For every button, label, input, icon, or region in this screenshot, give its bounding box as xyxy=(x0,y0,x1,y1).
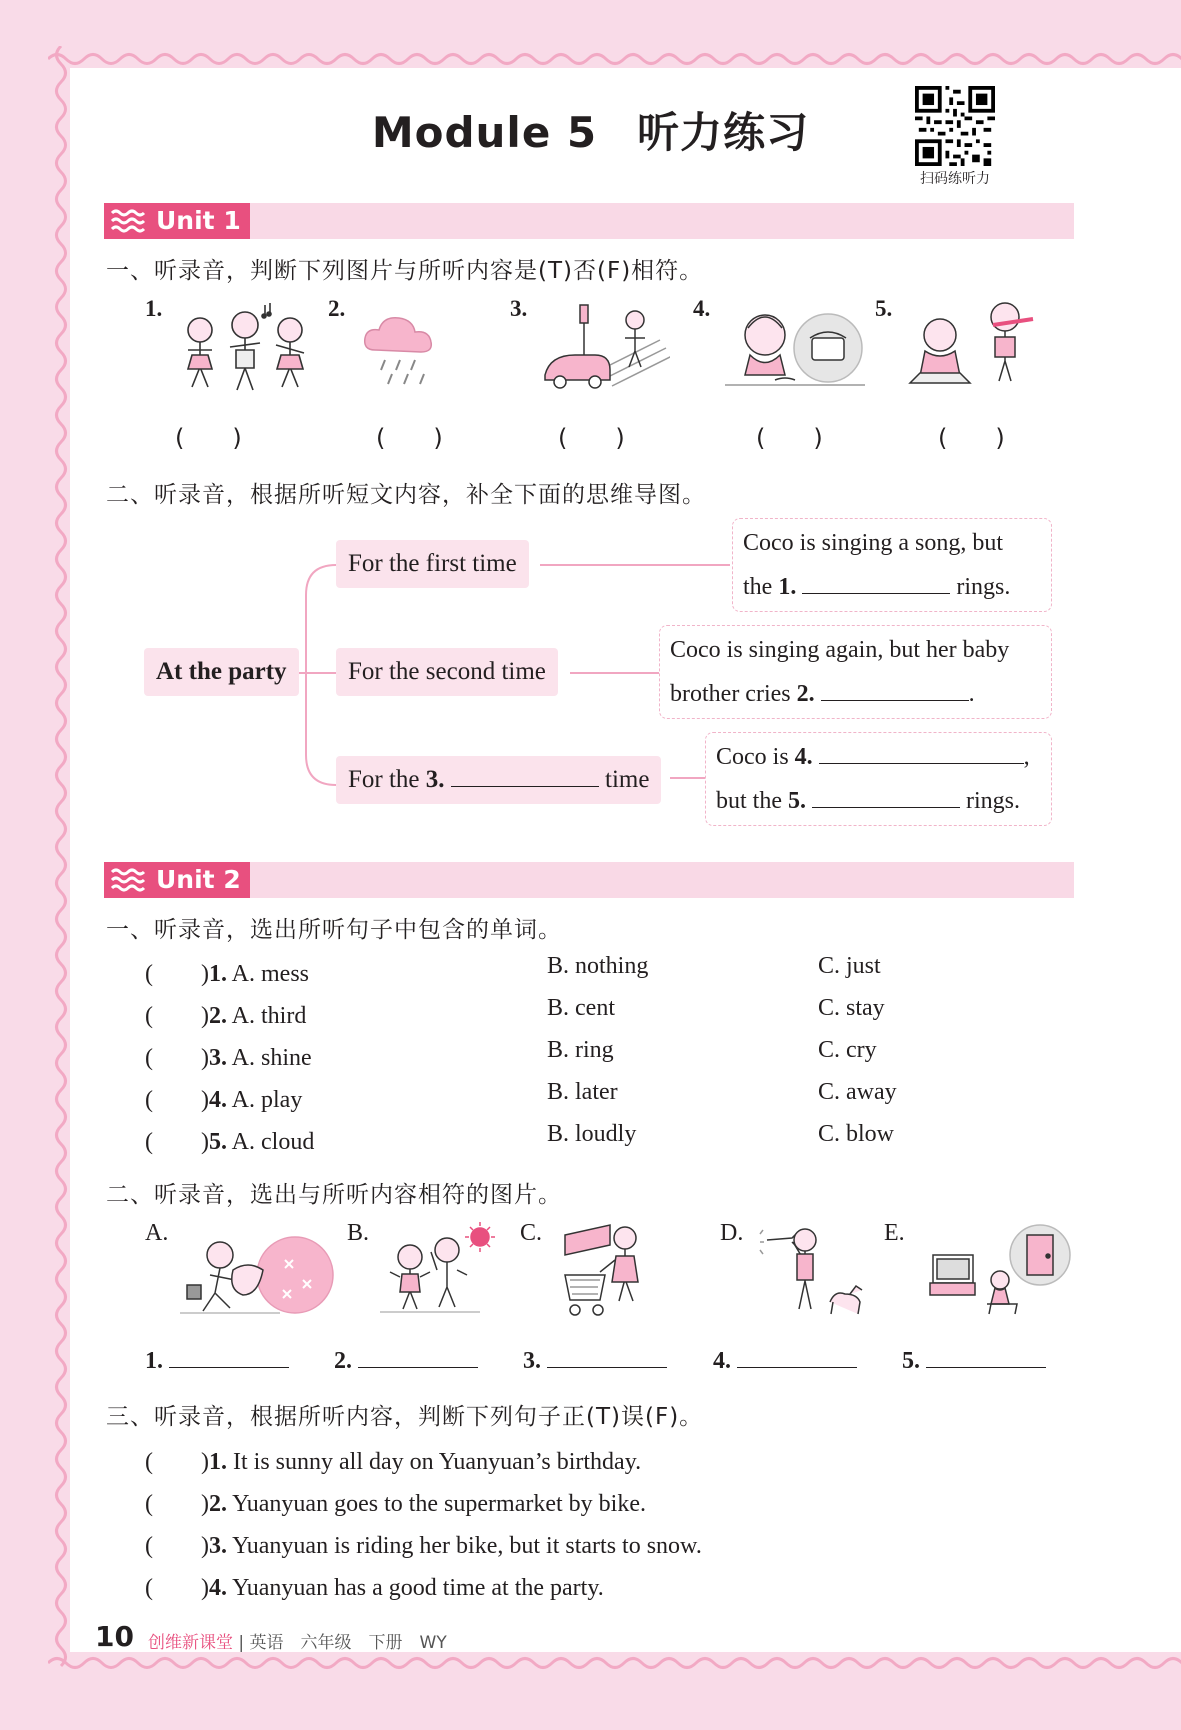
answer-paren[interactable]: ( ) xyxy=(145,1129,209,1155)
picture-number: 1. xyxy=(145,296,163,321)
picture-number: 2. xyxy=(328,296,346,321)
blank-row: 5. xyxy=(902,1346,1046,1375)
blank-number-3: 3. xyxy=(425,766,445,793)
detail-3-line-a: Coco is 4. , xyxy=(716,744,1030,770)
kids-flute-icon xyxy=(905,295,1035,395)
detail-1-line-a: Coco is singing a song, but xyxy=(743,530,1004,556)
page-number: 10 xyxy=(95,1620,134,1653)
blank-number-4: 4. xyxy=(794,744,813,770)
branch-3-post: time xyxy=(598,766,650,793)
answer-paren[interactable]: ( ) xyxy=(938,424,1005,452)
unit2-part1-heading: 一、听录音，选出所听句子中包含的单词。 xyxy=(106,917,562,943)
unit1-label: Unit 1 xyxy=(104,203,250,239)
answer-paren[interactable]: ( ) xyxy=(756,424,823,452)
qr-caption: 扫码练听力 xyxy=(920,171,990,187)
answer-paren[interactable]: ( ) xyxy=(145,961,209,987)
option-c[interactable]: C. cry xyxy=(818,1037,877,1063)
picture-letter: E. xyxy=(884,1220,905,1246)
option-c[interactable]: C. away xyxy=(818,1079,897,1105)
title-module: Module 5 xyxy=(371,108,598,157)
answer-paren[interactable]: ( ) xyxy=(145,1087,209,1113)
answer-paren[interactable]: ( ) xyxy=(145,1045,209,1071)
blank-number-5: 5. xyxy=(788,788,806,814)
option-b[interactable]: B. loudly xyxy=(547,1121,637,1147)
option-b[interactable]: B. later xyxy=(547,1079,618,1105)
picture-letter: D. xyxy=(720,1220,744,1246)
detail-3-line-b: but the 5. rings. xyxy=(716,788,1020,814)
option-a[interactable]: A. third xyxy=(231,1003,307,1029)
answer-blank-2[interactable] xyxy=(358,1346,478,1368)
choice-row: ( )3. A. shine xyxy=(145,1045,312,1071)
picture-letter: A. xyxy=(145,1220,169,1246)
mind-map-branch-3 xyxy=(336,756,661,804)
blank-4[interactable] xyxy=(819,742,1024,764)
wave-lines-icon xyxy=(110,207,146,235)
mind-map-root: At the party xyxy=(144,648,299,696)
blank-5[interactable] xyxy=(812,786,960,808)
answer-blank-1[interactable] xyxy=(169,1346,289,1368)
answer-paren[interactable]: ( ) xyxy=(145,1491,209,1517)
blank-2[interactable] xyxy=(821,679,969,701)
footer-separator: | xyxy=(238,1633,245,1653)
mind-map-detail-1 xyxy=(732,518,1052,612)
answer-blank-4[interactable] xyxy=(737,1346,857,1368)
girl-tv-door-icon xyxy=(925,1220,1075,1320)
page-title xyxy=(0,100,1181,160)
title-listening: 听力练习 xyxy=(637,108,810,157)
answer-blank-5[interactable] xyxy=(926,1346,1046,1368)
picture-number: 4. xyxy=(693,296,711,321)
answer-paren[interactable]: ( ) xyxy=(376,424,443,452)
detail-1-line-b: the 1. rings. xyxy=(743,574,1011,600)
option-b[interactable]: B. nothing xyxy=(547,953,649,979)
blank-row: 2. xyxy=(334,1346,478,1375)
mind-map-branch-1: For the first time xyxy=(336,540,529,588)
kids-dancing-icon xyxy=(170,295,320,405)
girl-telephone-icon xyxy=(720,300,870,400)
option-c[interactable]: C. blow xyxy=(818,1121,895,1147)
boy-trumpet-dog-icon xyxy=(755,1222,875,1322)
girl-shopping-cart-icon xyxy=(560,1220,660,1325)
blank-row: 3. xyxy=(523,1346,667,1375)
tf-statement: Yuanyuan has a good time at the party. xyxy=(232,1575,604,1601)
tf-item: ( )4. Yuanyuan has a good time at the party. xyxy=(145,1575,604,1601)
footer-details: 英语 六年级 下册 WY xyxy=(249,1633,447,1653)
mind-map-detail-2 xyxy=(659,625,1052,719)
branch-3-pre: For the xyxy=(348,766,426,793)
picture-number: 5. xyxy=(875,296,893,321)
choice-row: ( )4. A. play xyxy=(145,1087,303,1113)
tf-statement: It is sunny all day on Yuanyuan’s birthday. xyxy=(232,1449,642,1475)
option-a[interactable]: A. mess xyxy=(231,961,310,987)
unit1-part1-heading: 一、听录音，判断下列图片与所听内容是(T)否(F)相符。 xyxy=(106,258,704,284)
picture-letter: C. xyxy=(520,1220,543,1246)
tf-statement: Yuanyuan is riding her bike, but it starts to snow. xyxy=(232,1533,702,1559)
blank-row: 4. xyxy=(713,1346,857,1375)
answer-paren[interactable]: ( ) xyxy=(558,424,625,452)
choice-row: ( )1. A. mess xyxy=(145,961,310,987)
unit2-label: Unit 2 xyxy=(104,862,250,898)
option-c[interactable]: C. just xyxy=(818,953,881,979)
tf-item: ( )2. Yuanyuan goes to the supermarket by bike. xyxy=(145,1491,646,1517)
answer-blank-3[interactable] xyxy=(547,1346,667,1368)
picture-number: 3. xyxy=(510,296,528,321)
wavy-border-bottom xyxy=(48,1650,1181,1676)
unit1-part2-heading: 二、听录音，根据所听短文内容，补全下面的思维导图。 xyxy=(106,482,706,508)
qr-code-icon[interactable] xyxy=(915,86,995,166)
choice-row: ( )2. A. third xyxy=(145,1003,307,1029)
answer-paren[interactable]: ( ) xyxy=(145,1533,209,1559)
detail-2-line-a: Coco is singing again, but her baby xyxy=(670,637,1010,663)
kids-sunny-icon xyxy=(375,1222,495,1322)
mind-map-branch-2: For the second time xyxy=(336,648,558,696)
answer-paren[interactable]: ( ) xyxy=(145,1575,209,1601)
tf-item: ( )1. It is sunny all day on Yuanyuan’s birthday. xyxy=(145,1449,642,1475)
picture-letter: B. xyxy=(347,1220,370,1246)
blank-number-2: 2. xyxy=(796,681,815,707)
option-a[interactable]: A. cloud xyxy=(231,1129,315,1155)
wave-lines-icon xyxy=(110,866,146,894)
answer-paren[interactable]: ( ) xyxy=(175,424,242,452)
option-b[interactable]: B. ring xyxy=(547,1037,614,1063)
crosswalk-car-icon xyxy=(540,300,670,400)
option-c[interactable]: C. stay xyxy=(818,995,885,1021)
answer-paren[interactable]: ( ) xyxy=(145,1003,209,1029)
rain-cloud-icon xyxy=(360,310,450,390)
footer-brand: 创维新课堂 xyxy=(148,1633,233,1653)
detail-2-line-b: brother cries 2. . xyxy=(670,681,975,707)
unit2-part3-heading: 三、听录音，根据所听内容，判断下列句子正(T)误(F)。 xyxy=(106,1404,704,1430)
tf-item: ( )3. Yuanyuan is riding her bike, but it starts to snow. xyxy=(145,1533,702,1559)
blank-row: 1. xyxy=(145,1346,289,1375)
unit2-part2-heading: 二、听录音，选出与所听内容相符的图片。 xyxy=(106,1182,562,1208)
choice-row: ( )5. A. cloud xyxy=(145,1129,315,1155)
blank-number-1: 1. xyxy=(778,574,797,600)
blank-1[interactable] xyxy=(802,572,950,594)
option-b[interactable]: B. cent xyxy=(547,995,615,1021)
boy-snow-icon xyxy=(175,1225,335,1320)
mind-map-detail-3 xyxy=(705,732,1052,826)
option-a[interactable]: A. shine xyxy=(231,1045,312,1071)
tf-statement: Yuanyuan goes to the supermarket by bike. xyxy=(232,1491,646,1517)
answer-paren[interactable]: ( ) xyxy=(145,1449,209,1475)
blank-3[interactable] xyxy=(451,765,599,787)
footer-info xyxy=(148,1628,447,1653)
option-a[interactable]: A. play xyxy=(231,1087,303,1113)
